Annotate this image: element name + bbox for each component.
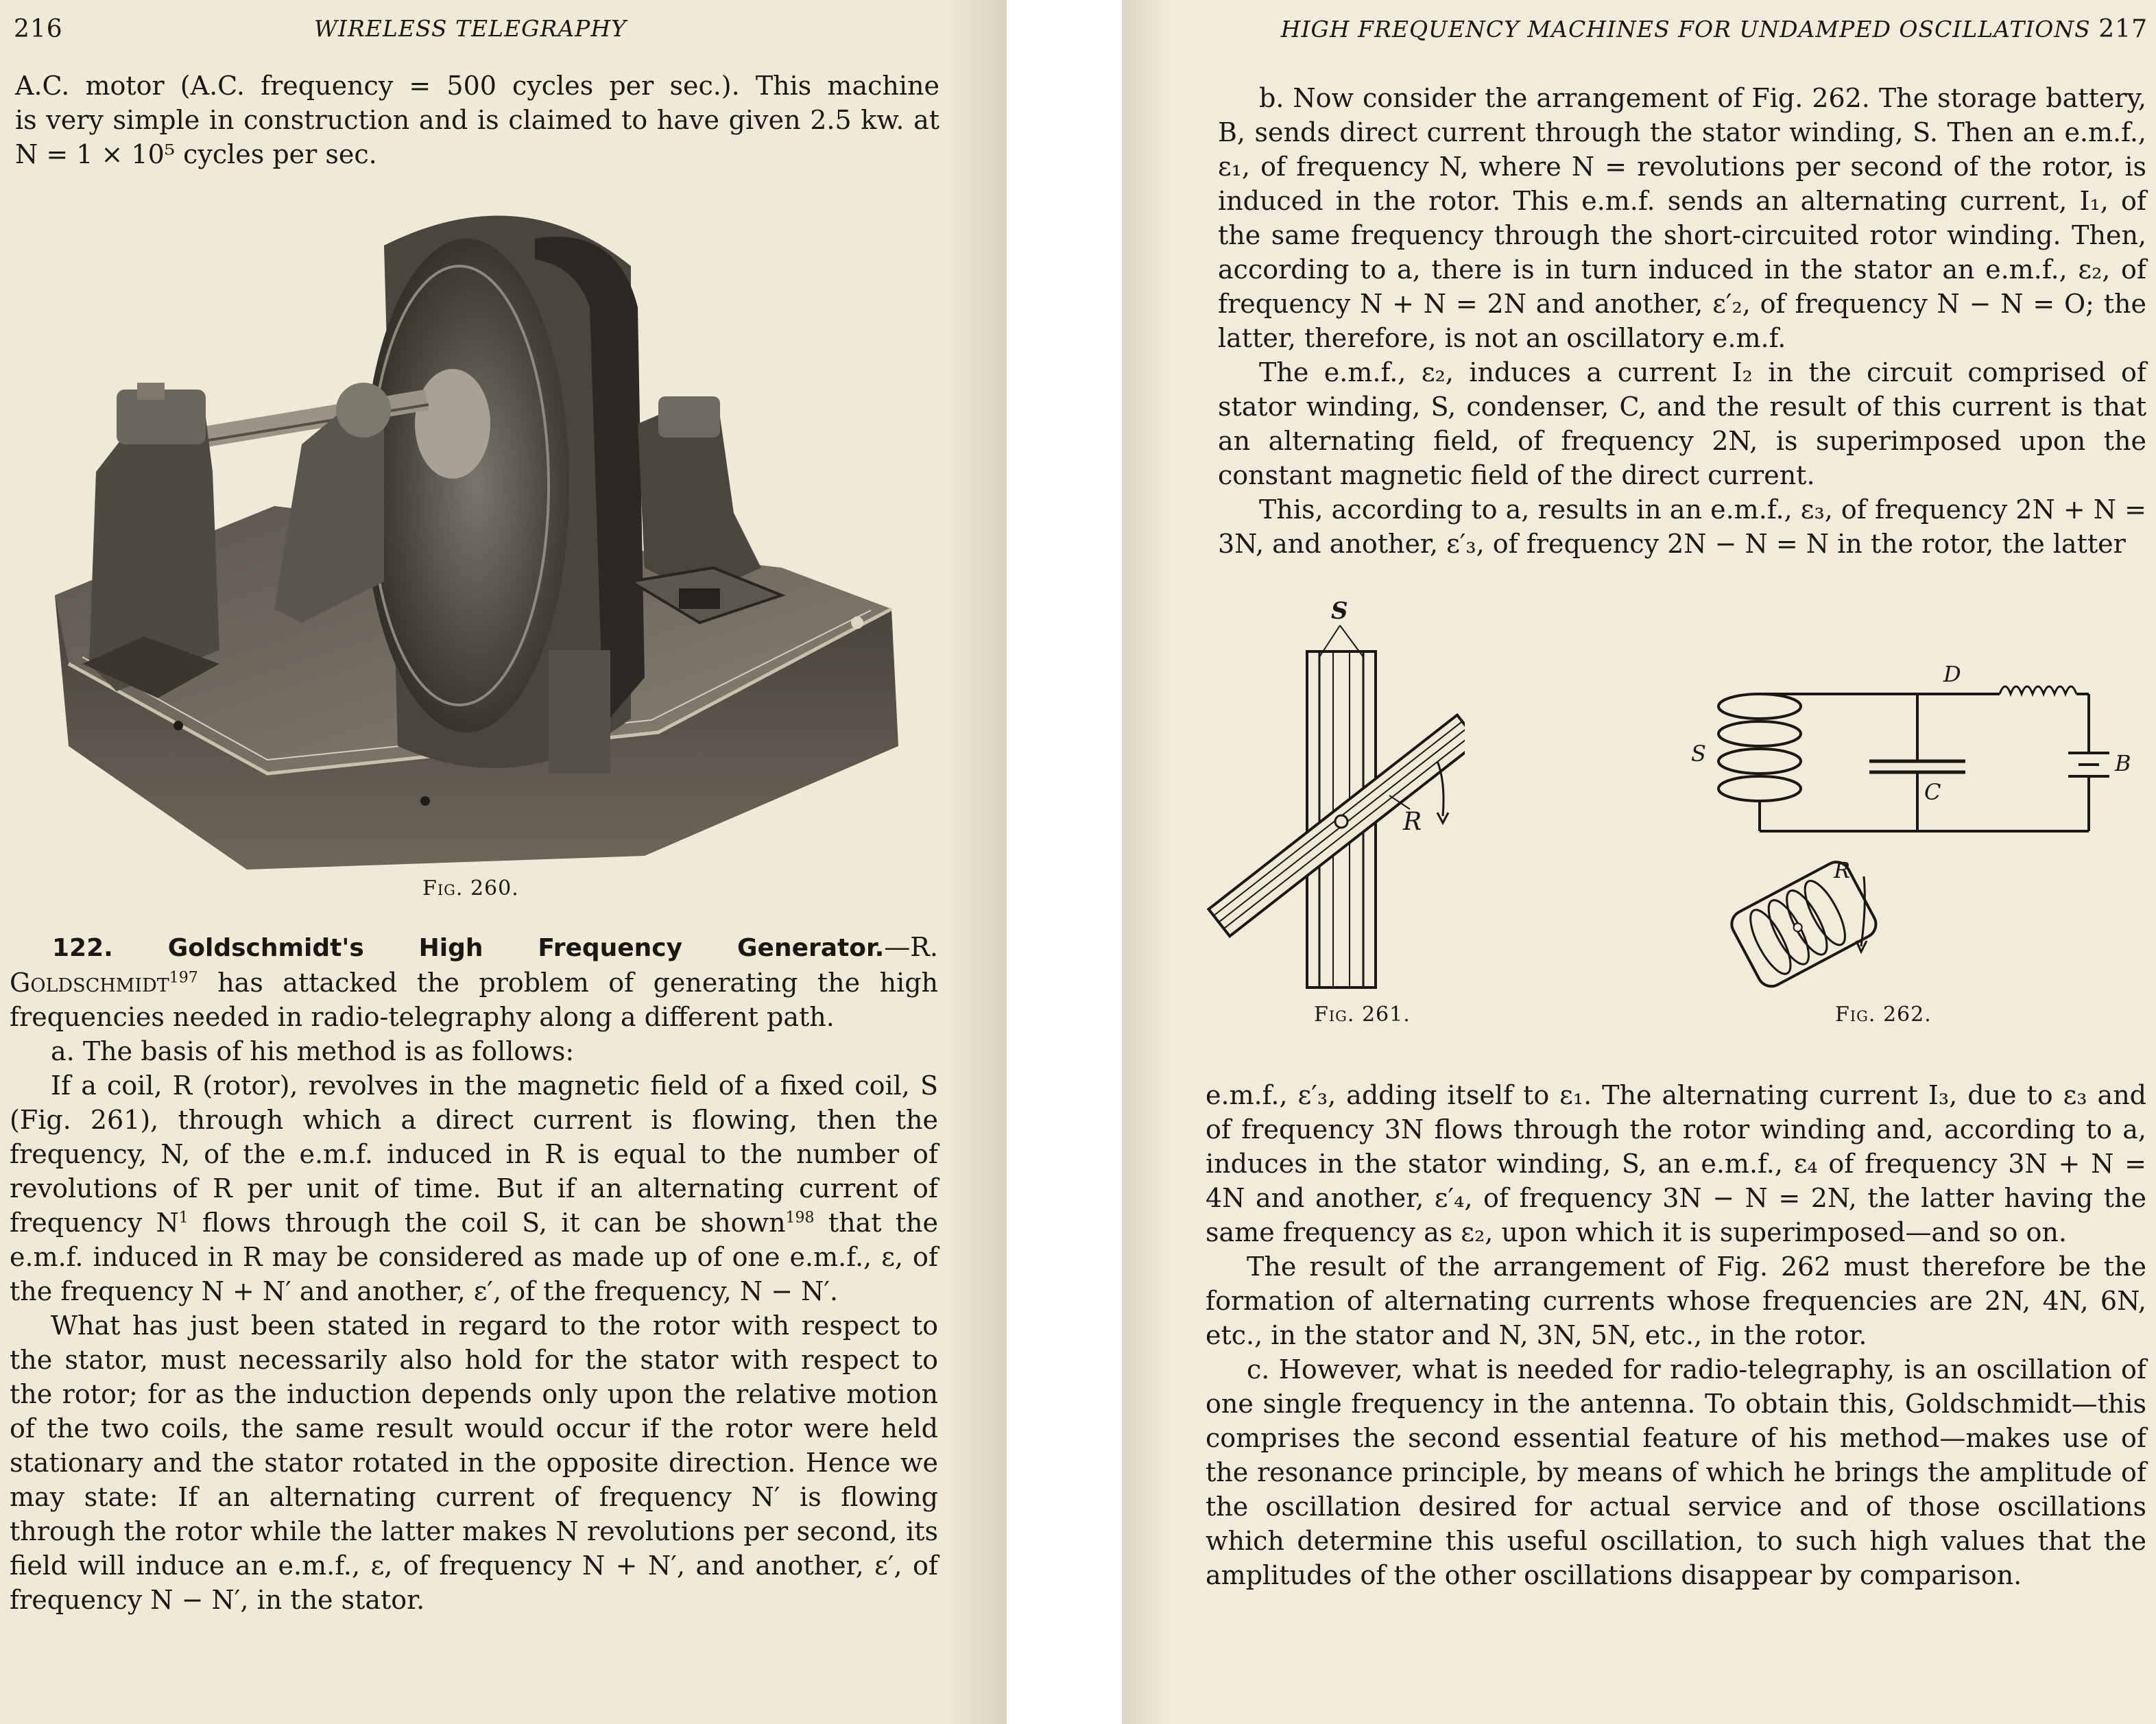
para-result: The result of the arrangement of Fig. 262 must therefore be the formation of alternating currents whose frequencies are 2N, 4N, 6N, etc., in the stator and N, 3N, 5N, etc., in the rotor. xyxy=(1206,1252,2146,1350)
right-page-number: 217 xyxy=(2098,15,2148,43)
para-stator: What has just been stated in regard to the rotor with respect to the stator, must necessarily also hold for the stator with respect to the rotor; for as the induction depends only upon the relative motion of the two coils, the same result would occur if the rotor were held stationary and the stator rotated in the opposite direction. Hence we may state: If an alternating current of frequency N′ is flowing through the rotor while the latter makes N revolutions per second, its field will induce an e.m.f., ε, of frequency N + N′, and another, ε′, of frequency N − N′, in the stator. xyxy=(10,1310,938,1615)
right-running-header xyxy=(1266,15,2148,43)
fig262-label-r: R xyxy=(1834,857,1851,883)
sup-1: 1 xyxy=(178,1209,189,1227)
fig262-caption: Fig. 262. xyxy=(1835,1003,1932,1027)
fig261-diagram xyxy=(1204,590,1465,1001)
left-intro-text xyxy=(15,69,939,171)
right-top-text xyxy=(1218,81,2146,561)
para-coil-part-1: If a coil, R (rotor), revolves in the magnetic field of a fixed coil, S (Fig. 261), through which a direct current is flowing, then the frequency, N, of the e.m.f. induced in R is equal to the number of revolutions of R per unit of time. But if an alternating current of frequency N xyxy=(10,1070,938,1238)
para-a: a. The basis of his method is as follows: xyxy=(51,1036,575,1066)
fig262-diagram xyxy=(1684,658,2137,1001)
intro-line-2: is very simple in construction and is claimed to have given 2.5 kw. at xyxy=(15,105,939,135)
gutter-shadow-right xyxy=(1122,0,1170,1724)
right-bottom-text xyxy=(1206,1078,2146,1592)
ref-197: 197 xyxy=(169,969,198,987)
right-page xyxy=(1122,0,2156,1724)
para-coil xyxy=(10,1068,938,1308)
left-page xyxy=(0,0,1007,1724)
gutter-shadow xyxy=(945,0,1007,1724)
para-continued: e.m.f., ε′₃, adding itself to ε₁. The alternating current I₃, due to ε₃ and of frequency 3N flows through the rotor winding and, according to a, induces in the stator winding, S, an e.m.f., ε₄ of frequency 3N + N = 4N and another, ε′₄, of frequency 3N − N = 2N, the latter having the same frequency as ε₂, upon which it is superimposed—and so on. xyxy=(1206,1080,2146,1247)
fig262-label-d: D xyxy=(1943,661,1961,687)
para-c: c. However, what is needed for radio-telegraphy, is an oscillation of one single frequency in the antenna. To obtain this, Goldschmidt—this comprises the second essential feature of his method—makes use of the resonance principle, by means of which he brings the amplitude of the oscillation desired for actual service and of those oscillations which determine this useful oscillation, to such high values that the amplitudes of the other oscillations disappear by comparison. xyxy=(1206,1354,2146,1590)
fig261-label-r: R xyxy=(1403,808,1422,836)
left-running-header xyxy=(14,15,946,43)
fig260-machine-illustration xyxy=(41,184,905,876)
fig262-label-c: C xyxy=(1924,779,1941,805)
section-122-paragraph xyxy=(10,930,938,1034)
fig260-caption: Fig. 260. xyxy=(422,876,519,900)
fig261-label-s: S xyxy=(1331,597,1348,625)
para-coil-part-3: that the e.m.f. induced in R may be considered as made up of one e.m.f., ε, of the frequency N + N′ and another, ε′, of the frequency, N − N′. xyxy=(10,1208,939,1306)
para-emf2: The e.m.f., ε₂, induces a current I₂ in the circuit comprised of stator winding, S, condenser, C, and the result of this current is that an alternating field, of frequency 2N, is superimposed upon the constant magnetic field of the direct current. xyxy=(1218,357,2146,490)
para-this: This, according to a, results in an e.m.f., ε₃, of frequency 2N + N = 3N, and another, ε′₃, of frequency 2N − N = N in the rotor, the latter xyxy=(1218,494,2146,559)
left-body-text xyxy=(10,930,938,1617)
fig262-label-b: B xyxy=(2115,750,2131,776)
para-coil-part-2: flows through the coil S, it can be shown xyxy=(188,1208,786,1238)
ref-198: 198 xyxy=(785,1209,815,1227)
goldschmidt-author: —R. Goldschmidt xyxy=(10,932,938,998)
intro-line-3: N = 1 × 10⁵ cycles per sec. xyxy=(15,139,377,169)
fig261-caption: Fig. 261. xyxy=(1314,1003,1411,1027)
para-b: b. Now consider the arrangement of Fig. 262. The storage battery, B, sends direct current through the stator winding, S. Then an e.m.f., ε₁, of frequency N, where N = revolutions per second of the rotor, is induced in the rotor. This e.m.f. sends an alternating current, I₁, of the same frequency through the short-circuited rotor winding. Then, according to a, there is in turn induced in the stator an e.m.f., ε₂, of frequency N + N = 2N and another, ε′₂, of frequency N − N = O; the latter, therefore, is not an oscillatory e.m.f. xyxy=(1218,83,2146,353)
section-122-rest: has attacked the problem of generating the high frequencies needed in radio-telegraphy along a different path. xyxy=(10,968,938,1032)
right-running-head: HIGH FREQUENCY MACHINES FOR UNDAMPED OSCILLATIONS xyxy=(1280,16,2091,43)
left-running-head: WIRELESS TELEGRAPHY xyxy=(314,15,627,42)
fig262-label-s: S xyxy=(1691,741,1706,767)
section-122-heading: 122. Goldschmidt's High Frequency Generator. xyxy=(52,934,885,962)
left-page-number: 216 xyxy=(14,15,63,43)
intro-line-1: A.C. motor (A.C. frequency = 500 cycles per sec.). This machine xyxy=(15,71,939,101)
